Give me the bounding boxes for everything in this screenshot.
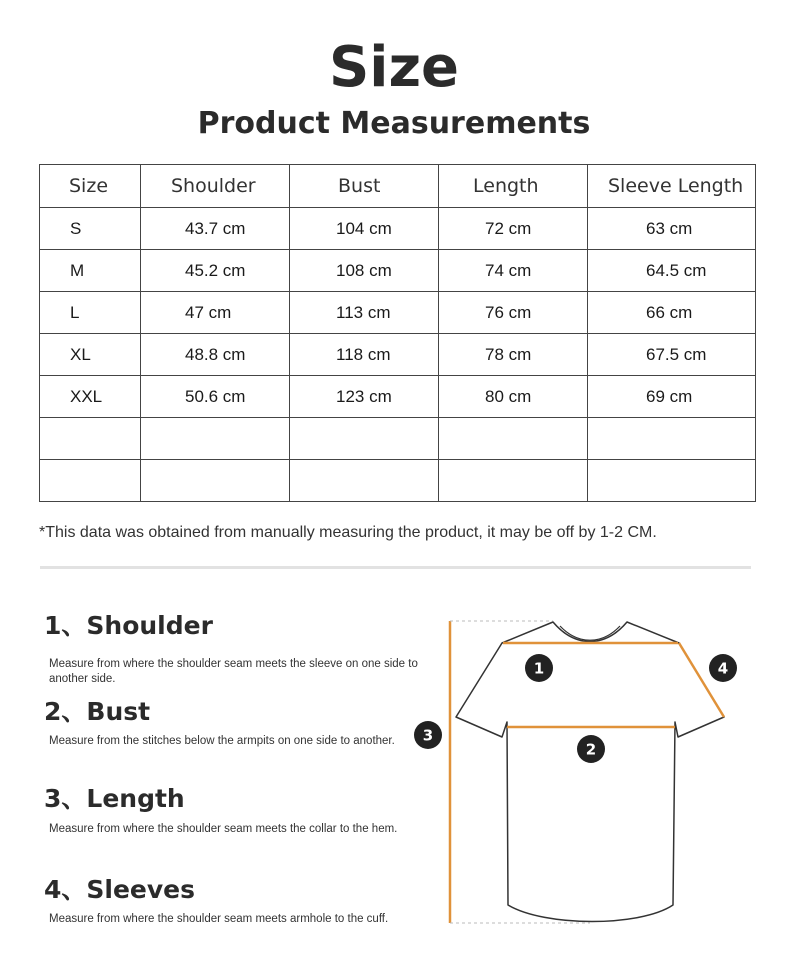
marker-2-badge	[577, 735, 605, 763]
column-header-size: Size	[40, 165, 141, 208]
table-cell	[141, 460, 290, 502]
table-row	[40, 334, 756, 376]
table-cell: 43.7 cm	[141, 208, 290, 250]
marker-1-badge	[525, 654, 553, 682]
table-cell: XXL	[40, 376, 141, 418]
table-cell: 74 cm	[439, 250, 588, 292]
sleeves-description: Measure from where the shoulder seam meets armhole to the cuff.	[49, 913, 389, 925]
table-cell	[439, 460, 588, 502]
table-cell	[40, 418, 141, 460]
shoulder-description: Measure from where the shoulder seam meets the sleeve on one side to another side.	[49, 658, 418, 685]
table-row-empty	[40, 418, 756, 460]
table-cell: 108 cm	[290, 250, 439, 292]
marker-3-badge	[414, 721, 442, 749]
svg-text:4: 4	[717, 659, 729, 678]
table-cell: 78 cm	[439, 334, 588, 376]
table-row	[40, 250, 756, 292]
length-heading: 3、Length	[44, 784, 185, 813]
table-cell	[290, 460, 439, 502]
table-cell: 45.2 cm	[141, 250, 290, 292]
bust-description: Measure from the stitches below the armpits on one side to another.	[49, 735, 395, 747]
table-cell: L	[40, 292, 141, 334]
table-cell: 66 cm	[588, 292, 756, 334]
marker-4-badge	[709, 654, 737, 682]
page-subtitle: Product Measurements	[197, 106, 591, 141]
tshirt-outline	[456, 622, 724, 922]
table-cell	[40, 460, 141, 502]
svg-text:2: 2	[585, 740, 597, 759]
svg-text:3: 3	[422, 726, 434, 745]
table-cell: 76 cm	[439, 292, 588, 334]
shoulder-heading: 1、Shoulder	[44, 611, 213, 640]
table-cell	[588, 460, 756, 502]
length-description: Measure from where the shoulder seam meets the collar to the hem.	[49, 823, 398, 835]
column-header-sleeve-length: Sleeve Length	[588, 165, 756, 208]
sleeves-heading: 4、Sleeves	[44, 875, 196, 904]
measurement-disclaimer: *This data was obtained from manually measuring the product, it may be off by 1-2 CM.	[39, 524, 657, 541]
table-cell: 104 cm	[290, 208, 439, 250]
table-row-empty	[40, 460, 756, 502]
table-cell: 113 cm	[290, 292, 439, 334]
tshirt-diagram	[405, 605, 765, 935]
svg-text:1: 1	[533, 659, 545, 678]
table-cell: XL	[40, 334, 141, 376]
table-cell	[141, 418, 290, 460]
table-row	[40, 208, 756, 250]
table-row	[40, 292, 756, 334]
table-header-row	[40, 165, 756, 208]
page-title: Size	[328, 35, 460, 100]
section-divider	[40, 566, 751, 569]
table-cell: 47 cm	[141, 292, 290, 334]
table-row	[40, 376, 756, 418]
column-header-length: Length	[439, 165, 588, 208]
table-cell: 80 cm	[439, 376, 588, 418]
table-cell	[439, 418, 588, 460]
table-cell: 48.8 cm	[141, 334, 290, 376]
table-cell: 64.5 cm	[588, 250, 756, 292]
table-cell	[588, 418, 756, 460]
table-cell: 118 cm	[290, 334, 439, 376]
column-header-bust: Bust	[290, 165, 439, 208]
table-cell: 72 cm	[439, 208, 588, 250]
table-cell: 123 cm	[290, 376, 439, 418]
bust-heading: 2、Bust	[44, 697, 151, 726]
table-cell: M	[40, 250, 141, 292]
table-cell: 67.5 cm	[588, 334, 756, 376]
table-cell: 63 cm	[588, 208, 756, 250]
table-cell: 69 cm	[588, 376, 756, 418]
column-header-shoulder: Shoulder	[141, 165, 290, 208]
size-table	[39, 164, 756, 502]
table-cell: S	[40, 208, 141, 250]
table-cell: 50.6 cm	[141, 376, 290, 418]
table-cell	[290, 418, 439, 460]
